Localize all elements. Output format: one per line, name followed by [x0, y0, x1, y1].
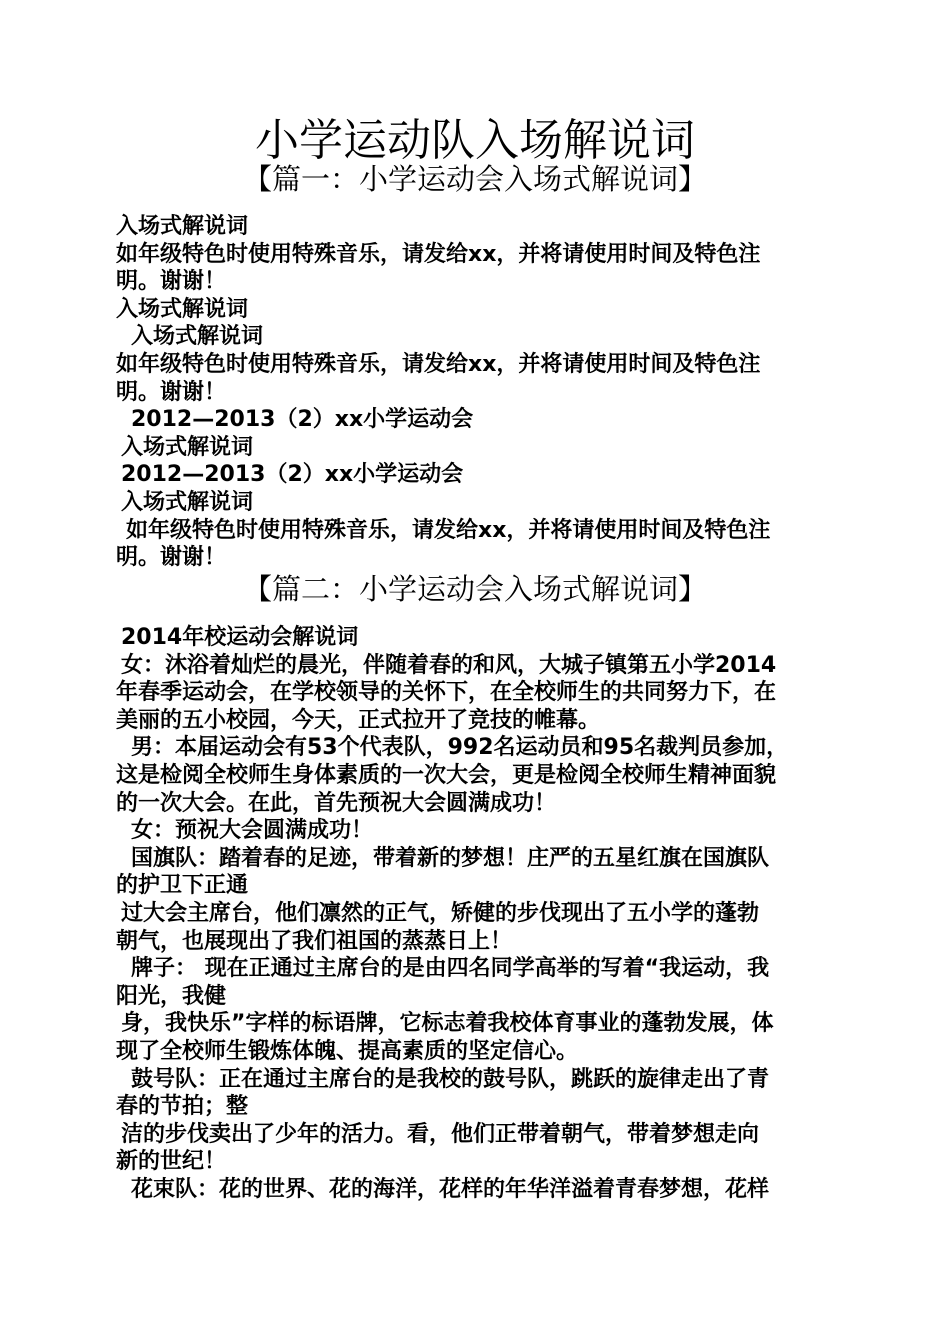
paragraph-line: 入场式解说词: [121, 434, 254, 460]
paragraph-line: 朝气，也展现出了我们祖国的蒸蒸日上！: [116, 928, 513, 954]
section-heading-2: 【篇二：小学运动会入场式解说词】: [242, 572, 707, 606]
paragraph-line: 年春季运动会，在学校领导的关怀下，在全校师生的共同努力下，在: [116, 680, 777, 706]
paragraph-line: 明。谢谢！: [116, 269, 227, 295]
paragraph-line: 2012—2013（2）xx小学运动会: [131, 407, 474, 433]
paragraph-line: 入场式解说词: [131, 324, 264, 350]
paragraph-line: 牌子： 现在正通过主席台的是由四名同学高举的写着“我运动，我: [131, 956, 770, 982]
paragraph-line: 鼓号队：正在通过主席台的是我校的鼓号队，跳跃的旋律走出了青: [131, 1066, 770, 1092]
paragraph-line: 新的世纪！: [116, 1149, 227, 1175]
paragraph-line: 如年级特色时使用特殊音乐，请发给xx，并将请使用时间及特色注: [126, 517, 771, 543]
paragraph-line: 春的节拍；整: [116, 1094, 249, 1120]
paragraph-line: 过大会主席台，他们凛然的正气，矫健的步伐现出了五小学的蓬勃: [121, 900, 760, 926]
paragraph-line: 男：本届运动会有53个代表队，992名运动员和95名裁判员参加，: [131, 735, 789, 761]
paragraph-line: 现了全校师生锻炼体魄、提高素质的坚定信心。: [116, 1038, 579, 1064]
paragraph-line: 入场式解说词: [121, 489, 254, 515]
paragraph-line: 美丽的五小校园，今天，正式拉开了竞技的帷幕。: [116, 707, 601, 733]
paragraph-line: 入场式解说词: [116, 214, 249, 239]
paragraph-line: 2014年校运动会解说词: [121, 625, 359, 650]
paragraph-line: 明。谢谢！: [116, 379, 227, 405]
document-title: 小学运动队入场解说词: [255, 115, 695, 166]
paragraph-line: 女：沐浴着灿烂的晨光，伴随着春的和风，大城子镇第五小学2014: [121, 652, 777, 678]
paragraph-line: 的护卫下正通: [116, 873, 249, 899]
section-2-body: [116, 624, 838, 1203]
paragraph-line: 的一次大会。在此，首先预祝大会圆满成功！: [116, 790, 557, 816]
paragraph-line: 身，我快乐”字样的标语牌，它标志着我校体育事业的蓬勃发展，体: [121, 1011, 774, 1037]
paragraph-line: 洁的步伐卖出了少年的活力。看，他们正带着朝气，带着梦想走向: [121, 1121, 760, 1147]
paragraph-line: 如年级特色时使用特殊音乐，请发给xx，并将请使用时间及特色注: [116, 241, 761, 267]
paragraph-line: 如年级特色时使用特殊音乐，请发给xx，并将请使用时间及特色注: [116, 351, 761, 377]
paragraph-line: 入场式解说词: [116, 296, 249, 322]
section-heading-1: 【篇一：小学运动会入场式解说词】: [242, 162, 707, 196]
paragraph-line: 花束队：花的世界、花的海洋，花样的年华洋溢着青春梦想，花样: [131, 1176, 770, 1202]
paragraph-line: 国旗队：踏着春的足迹，带着新的梦想！庄严的五星红旗在国旗队: [131, 845, 770, 871]
paragraph-line: 2012—2013（2）xx小学运动会: [121, 462, 464, 488]
paragraph-line: 女：预祝大会圆满成功！: [131, 818, 374, 844]
paragraph-line: 阳光，我健: [116, 983, 227, 1009]
paragraph-line: 这是检阅全校师生身体素质的一次大会，更是检阅全校师生精神面貌: [116, 762, 777, 788]
paragraph-line: 明。谢谢！: [116, 545, 227, 571]
section-1-body: [116, 213, 836, 572]
